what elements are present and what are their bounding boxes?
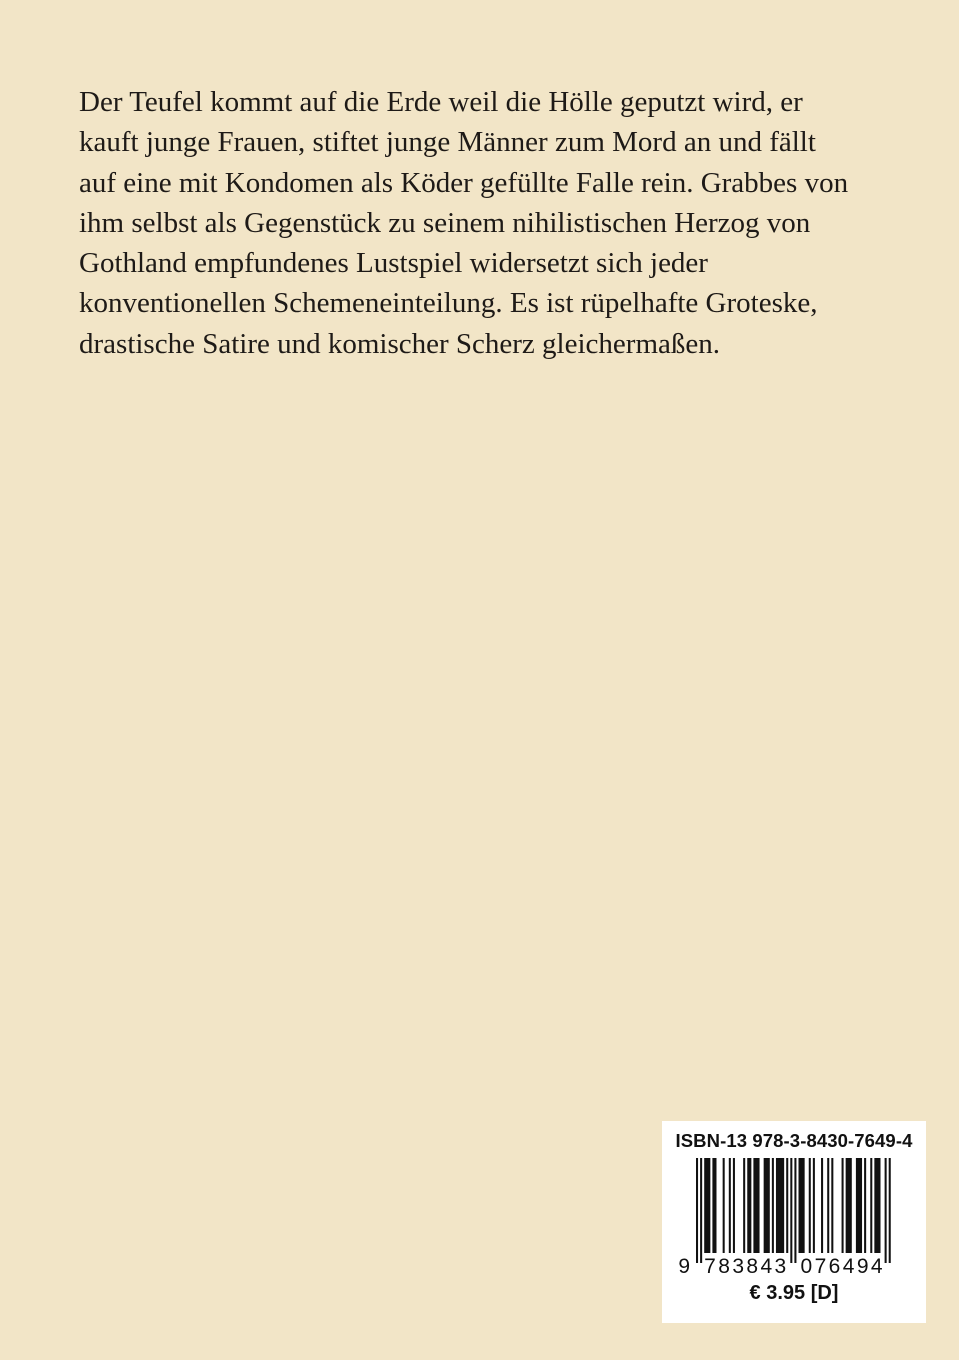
barcode-bar [813, 1158, 815, 1253]
barcode-bar [764, 1158, 770, 1253]
blurb-line: kauft junge Frauen, stiftet junge Männer zum Mord an und fällt [79, 126, 816, 159]
barcode-bar [794, 1158, 796, 1263]
blurb-line: Der Teufel kommt auf die Erde weil die Hölle geputzt wird, er [79, 86, 803, 118]
barcode-right-digits: 076494 [800, 1255, 883, 1278]
barcode-bar [885, 1158, 887, 1263]
barcode-bar [790, 1158, 792, 1263]
barcode-bar [743, 1158, 745, 1253]
barcode-bar [799, 1158, 805, 1253]
barcode-bar [747, 1158, 751, 1253]
barcode-bar [712, 1158, 716, 1253]
blurb-line: ihm selbst als Gegenstück zu seinem nihilistischen Herzog von [79, 206, 811, 239]
barcode-bar [821, 1158, 823, 1253]
blurb-line: auf eine mit Kondomen als Köder gefüllte Falle rein. Grabbes von [79, 166, 849, 199]
barcode-bar [809, 1158, 811, 1253]
barcode-bar [723, 1158, 725, 1253]
barcode-bar [874, 1158, 880, 1253]
price-label: € 3.95 [D] [749, 1282, 839, 1304]
barcode-bar [733, 1158, 735, 1253]
barcode-bar [831, 1158, 833, 1253]
blurb-line: drastische Satire und komischer Scherz gleichermaßen. [79, 327, 720, 360]
barcode-bar [786, 1158, 788, 1253]
barcode-bar [864, 1158, 866, 1253]
barcode-first-digit: 9 [678, 1255, 690, 1278]
back-cover-blurb [79, 82, 899, 364]
barcode-bar [856, 1158, 862, 1253]
barcode-bar [846, 1158, 852, 1253]
barcode-bar [700, 1158, 702, 1263]
barcode-bar [729, 1158, 731, 1253]
barcode-bar [842, 1158, 844, 1253]
isbn-barcode-label [662, 1121, 926, 1323]
barcode-bar [704, 1158, 710, 1253]
barcode-left-digits: 783843 [704, 1255, 787, 1278]
blurb-line: Gothland empfundenes Lustspiel widersetzt sich jeder [79, 247, 708, 280]
barcode-bar [696, 1158, 698, 1263]
barcode-bar [870, 1158, 872, 1253]
barcode-bar [776, 1158, 784, 1253]
barcode-bar [889, 1158, 891, 1263]
blurb-line: konventionellen Schemeneinteilung. Es ist rüpelhafte Groteske, [79, 287, 818, 320]
isbn-number: ISBN-13 978-3-8430-7649-4 [675, 1130, 913, 1151]
barcode-bar [827, 1158, 829, 1253]
barcode-bar [772, 1158, 774, 1253]
barcode-bar [753, 1158, 759, 1253]
